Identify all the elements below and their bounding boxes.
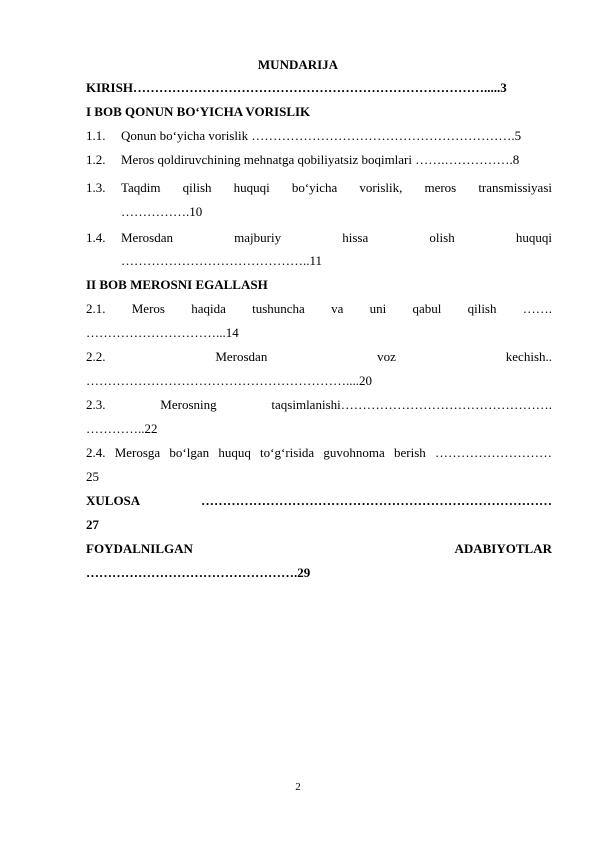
toc-entry-2-2-cont: ……………………………………………………....20 bbox=[86, 373, 372, 388]
toc-entry-2-1-cont: …………………………...14 bbox=[86, 325, 239, 340]
toc-entry-kirish: KIRISH……………………………………………………………………….....3 bbox=[86, 80, 507, 95]
toc-entry-2-4: 2.4. Merosga bo‘lgan huquq to‘g‘risida guvohnoma berish ……………………… bbox=[86, 445, 552, 460]
toc-entry-1-3: Taqdim qilish huquqi bo‘yicha vorislik, meros transmissiyasi bbox=[121, 180, 552, 195]
toc-entry-bibliography-cont: ………………………………………….29 bbox=[86, 565, 311, 580]
toc-entry-1-3-cont: …………….10 bbox=[121, 204, 203, 219]
toc-entry-xulosa-cont: 27 bbox=[86, 517, 99, 532]
toc-entry-2-4-cont: 25 bbox=[86, 469, 99, 484]
toc-entry-1-4-cont: ……………………………………..11 bbox=[121, 253, 323, 268]
toc-number-1-3: 1.3. bbox=[86, 180, 106, 195]
toc-entry-1-2 bbox=[86, 151, 552, 169]
toc-entry-xulosa: XULOSA ……………………………………………………………………… bbox=[86, 493, 552, 508]
toc-text: Meros qoldiruvchining mehnatga qobiliyatsiz boqimlari …….…………….8 bbox=[121, 152, 520, 167]
toc-entry-1-4: Merosdan majburiy hissa olish huquqi bbox=[121, 230, 552, 245]
chapter-heading-2: II BOB MEROSNI EGALLASH bbox=[86, 277, 268, 292]
page-title: MUNDARIJA bbox=[257, 57, 339, 72]
toc-number: 1.2. bbox=[86, 152, 106, 167]
toc-entry-bibliography: FOYDALNILGAN ADABIYOTLAR bbox=[86, 541, 552, 556]
toc-number-1-4: 1.4. bbox=[86, 230, 106, 245]
toc-number: 1.1. bbox=[86, 128, 106, 143]
toc-entry-1-1 bbox=[86, 127, 552, 145]
toc-entry-2-3: 2.3. Merosning taqsimlanishi…………………………………………. bbox=[86, 397, 552, 412]
chapter-heading-1: I BOB QONUN BO‘YICHA VORISLIK bbox=[86, 104, 311, 119]
toc-entry-2-3-cont: …………..22 bbox=[86, 421, 158, 436]
toc-entry-2-2: 2.2. Merosdan voz kechish.. bbox=[86, 349, 552, 364]
toc-text: Qonun bo‘yicha vorislik …………………………………………………….5 bbox=[121, 128, 522, 143]
toc-entry-2-1: 2.1. Meros haqida tushuncha va uni qabul qilish ……. bbox=[86, 301, 552, 316]
page-number: 2 bbox=[295, 781, 301, 793]
